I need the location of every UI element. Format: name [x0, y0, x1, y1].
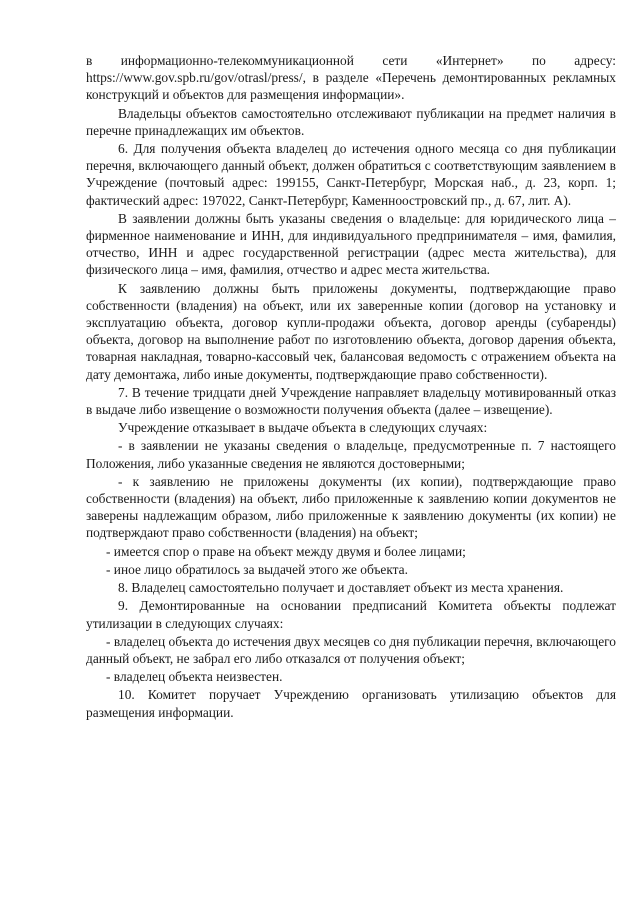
paragraph-6-obtaining: 6. Для получения объекта владелец до истечения одного месяца со дня публикации перечня, включающего данный объект, должен обратиться с соответствующим заявлением в Учреждение (почтовый адрес: 199155, Санкт-Петербург, Морская наб., д. 23, корп. 1; фактический адрес: 197022, Санкт-Петербург, Каменноостровский пр., д. 67, лит. А). — [86, 141, 616, 208]
document-body — [86, 52, 616, 722]
paragraph-6-owner-info: В заявлении должны быть указаны сведения о владельце: для юридического лица – фирменное наименование и ИНН, для индивидуального предпринимателя – имя, фамилия, отчество, ИНН и адрес государственной регистрации (адрес места жительства), для физического лица – имя, фамилия, отчество и адрес места жительства. — [86, 210, 616, 278]
list-item-refusal-documents: - к заявлению не приложены документы (их копии), подтверждающие право собственности (владения) на объект, либо приложенные к заявлению копии документов не заверены надлежащим образом, либо приложенные к заявлению документы (их копии) не подтверждают право собственности (владения) на объект; — [86, 473, 616, 541]
paragraph-9-disposal: 9. Демонтированные на основании предписаний Комитета объекты подлежат утилизации в следующих случаях: — [86, 598, 616, 631]
paragraph-6-documents: К заявлению должны быть приложены документы, подтверждающие право собственности (владения) на объект, или их заверенные копии (договор на установку и эксплуатацию объекта, договор купли-продажи объекта, договор аренды (субаренды) объекта, договор на выполнение работ по изготовлению объекта, договор дарения объекта, товарная накладная, товарно-кассовый чек, балансовая ведомость с отражением объекта на дату демонтажа, либо иные документы, подтверждающие право собственности). — [86, 280, 616, 382]
paragraph-7-response: 7. В течение тридцати дней Учреждение направляет владельцу мотивированный отказ в выдаче либо извещение о возможности получения объекта (далее – извещение). — [86, 384, 616, 418]
paragraph-owners-monitor: Владельцы объектов самостоятельно отслеживают публикации на предмет наличия в перечне принадлежащих им объектов. — [86, 105, 616, 138]
list-item-refusal-info: - в заявлении не указаны сведения о владельце, предусмотренные п. 7 настоящего Положения, либо указанные сведения не являются достоверными; — [86, 438, 616, 471]
paragraph-7-refusal-intro: Учреждение отказывает в выдаче объекта в следующих случаях: — [118, 420, 488, 436]
list-item-refusal-dispute: - имеется спор о праве на объект между двумя и более лицами; — [106, 543, 466, 559]
list-item-refusal-other-person: - иное лицо обратилось за выдачей этого же объекта. — [106, 561, 408, 577]
paragraph-10-instruction: 10. Комитет поручает Учреждению организовать утилизацию объектов для размещения информации. — [86, 687, 616, 720]
list-item-disposal-unknown-owner: - владелец объекта неизвестен. — [106, 669, 283, 685]
paragraph-8-delivery: 8. Владелец самостоятельно получает и доставляет объект из места хранения. — [118, 580, 564, 596]
list-item-disposal-not-taken: - владелец объекта до истечения двух месяцев со дня публикации перечня, включающего данный объект, не забрал его либо отказался от получения объект; — [86, 633, 616, 666]
paragraph-intro-address: в информационно-телекоммуникационной сети «Интернет» по адресу: https://www.gov.spb.ru/gov/otrasl/press/, в разделе «Перечень демонтированных рекламных конструкций и объектов для размещения информации». — [86, 53, 616, 103]
